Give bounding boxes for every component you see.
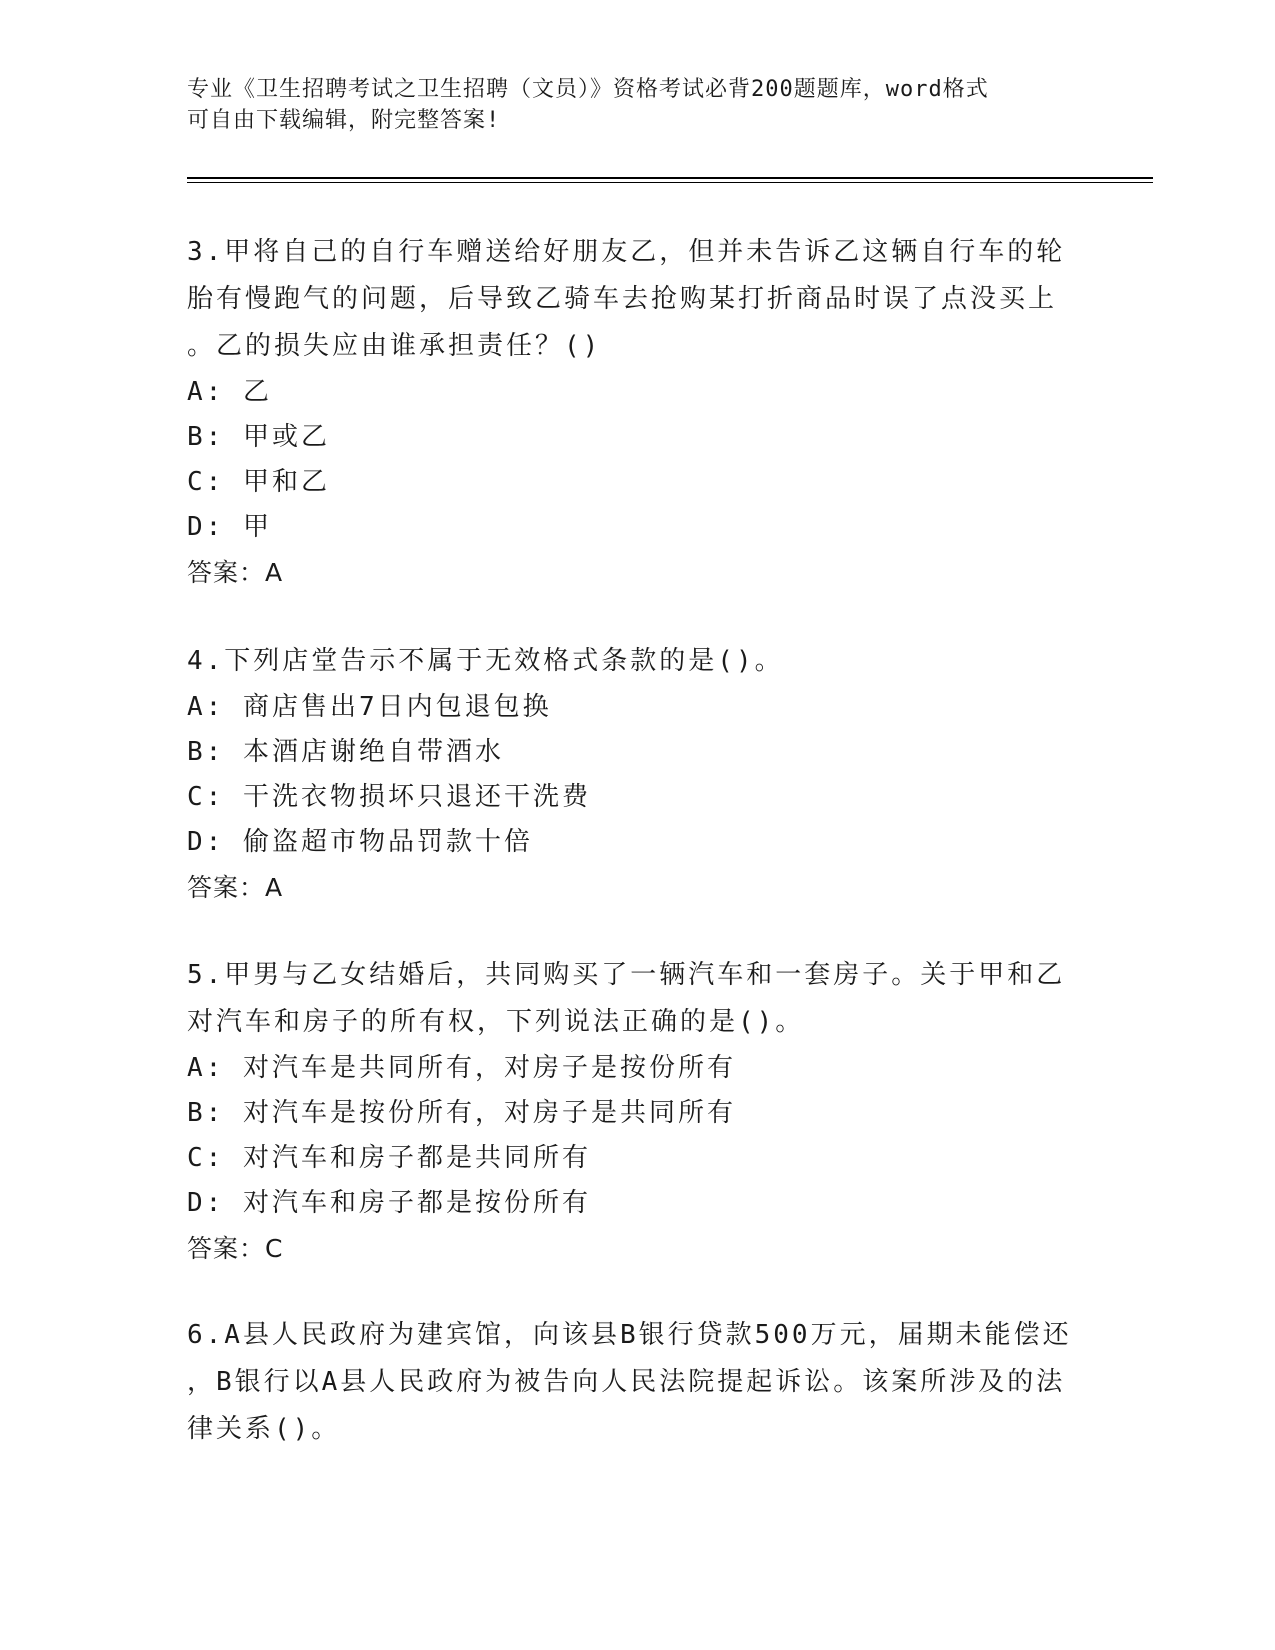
answer: 答案：C (187, 1234, 284, 1263)
question-stem-line: 4.下列店堂告示不属于无效格式条款的是()。 (187, 646, 784, 676)
option-a: A: 乙 (187, 377, 272, 407)
header-divider-thick (187, 177, 1153, 179)
option-d: D: 甲 (187, 512, 272, 542)
option-c: C: 甲和乙 (187, 467, 330, 497)
question-stem-line: 6.A县人民政府为建宾馆，向该县B银行贷款500万元，届期未能偿还 (187, 1320, 1072, 1350)
question-stem-line: 。乙的损失应由谁承担责任？() (187, 331, 602, 361)
option-b: B: 甲或乙 (187, 422, 330, 452)
document-header (187, 74, 1067, 136)
header-divider-thin (187, 182, 1153, 183)
question-4 (187, 638, 1087, 910)
option-b: B: 本酒店谢绝自带酒水 (187, 737, 504, 767)
question-6 (187, 1312, 1087, 1453)
question-stem-line: 3.甲将自己的自行车赠送给好朋友乙，但并未告诉乙这辆自行车的轮 (187, 237, 1066, 267)
option-a: A: 对汽车是共同所有，对房子是按份所有 (187, 1053, 736, 1083)
option-c: C: 对汽车和房子都是共同所有 (187, 1143, 591, 1173)
question-stem-line: 律关系()。 (187, 1414, 341, 1444)
question-stem-line: ，B银行以A县人民政府为被告向人民法院提起诉讼。该案所涉及的法 (187, 1367, 1066, 1397)
question-3 (187, 229, 1087, 595)
question-stem-line: 胎有慢跑气的问题，后导致乙骑车去抢购某打折商品时误了点没买上 (187, 284, 1058, 314)
option-b: B: 对汽车是按份所有，对房子是共同所有 (187, 1098, 736, 1128)
question-5 (187, 952, 1087, 1271)
header-line-1: 专业《卫生招聘考试之卫生招聘（文员）》资格考试必背200题题库，word格式 (187, 77, 989, 102)
option-c: C: 干洗衣物损坏只退还干洗费 (187, 782, 591, 812)
option-a: A: 商店售出7日内包退包换 (187, 692, 552, 722)
question-stem-line: 对汽车和房子的所有权，下列说法正确的是()。 (187, 1007, 805, 1037)
question-stem-line: 5.甲男与乙女结婚后，共同购买了一辆汽车和一套房子。关于甲和乙 (187, 960, 1066, 990)
answer: 答案：A (187, 558, 284, 587)
answer: 答案：A (187, 873, 284, 902)
option-d: D: 偷盗超市物品罚款十倍 (187, 827, 533, 857)
header-line-2: 可自由下载编辑，附完整答案! (187, 108, 501, 133)
option-d: D: 对汽车和房子都是按份所有 (187, 1188, 591, 1218)
